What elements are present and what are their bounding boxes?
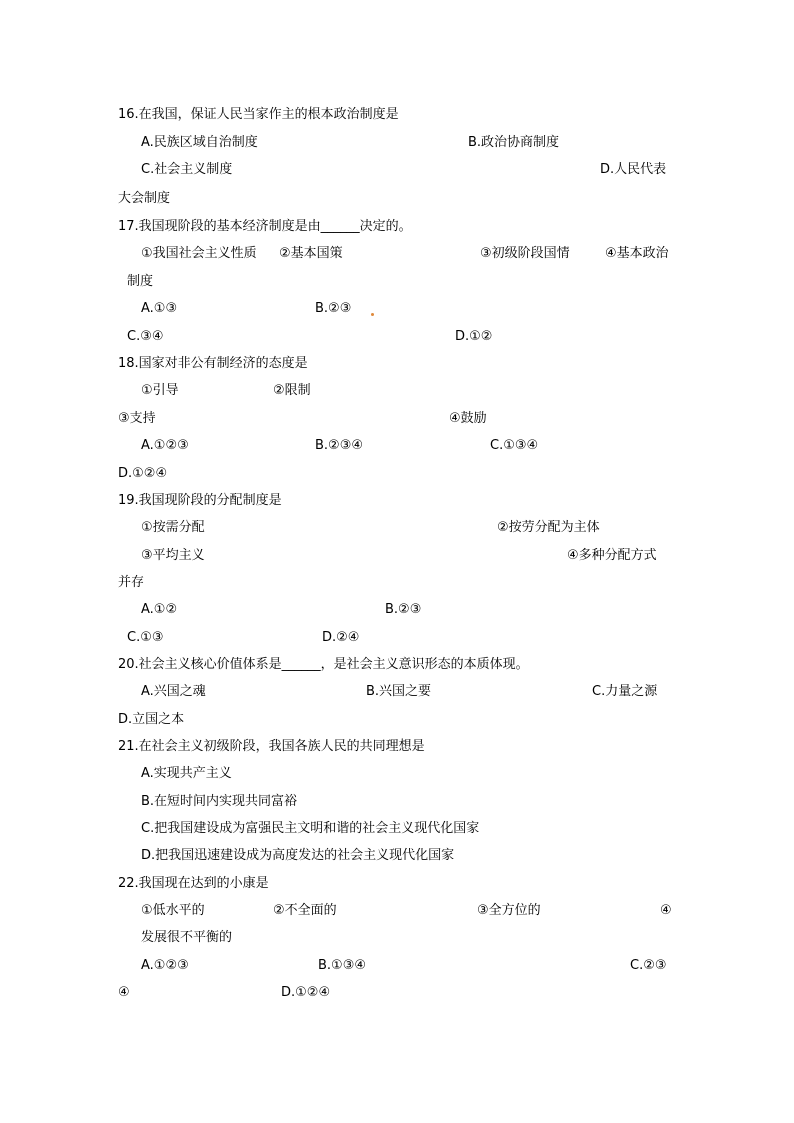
option-22-a: A.①②③ [141, 958, 189, 973]
choice-18-3: ③支持 [118, 411, 156, 426]
choice-19-2: ②按劳分配为主体 [497, 520, 600, 535]
option-19-c: C.①③ [127, 630, 164, 645]
option-19-b: B.②③ [385, 602, 422, 617]
option-18-d: D.①②④ [118, 466, 168, 481]
choice-22-1: ①低水平的 [141, 903, 205, 918]
option-22-d: D.①②④ [281, 985, 331, 1000]
question-16: 16.在我国，保证人民当家作主的根本政治制度是 [118, 107, 399, 122]
option-22-b: B.①③④ [318, 958, 367, 973]
option-17-b: B.②③ [315, 301, 352, 316]
stray-mark [371, 313, 374, 316]
choice-22-4: ④ [660, 903, 672, 918]
option-21-c: C.把我国建设成为富强民主文明和谐的社会主义现代化国家 [141, 821, 480, 836]
option-20-c: C.力量之源 [592, 684, 658, 699]
option-20-a: A.兴国之魂 [141, 684, 206, 699]
choice-19-1: ①按需分配 [141, 520, 205, 535]
option-18-c: C.①③④ [490, 438, 539, 453]
choice-19-4-wrap: 并存 [118, 575, 145, 590]
option-17-a: A.①③ [141, 301, 178, 316]
option-22-c-wrap: ④ [118, 985, 130, 1000]
choice-18-4: ④鼓励 [449, 411, 487, 426]
question-19: 19.我国现阶段的分配制度是 [118, 493, 282, 508]
question-22: 22.我国现在达到的小康是 [118, 876, 269, 891]
choice-17-4: ④基本政治 [605, 246, 669, 261]
question-18: 18.国家对非公有制经济的态度是 [118, 356, 308, 371]
option-20-d: D.立国之本 [118, 712, 185, 727]
choice-22-4-wrap: 发展很不平衡的 [141, 930, 233, 945]
option-19-a: A.①② [141, 602, 178, 617]
choice-17-1: ①我国社会主义性质 [141, 246, 257, 261]
choice-22-3: ③全方位的 [477, 903, 541, 918]
option-22-c: C.②③ [630, 958, 667, 973]
option-18-a: A.①②③ [141, 438, 189, 453]
choice-18-2: ②限制 [273, 383, 311, 398]
option-18-b: B.②③④ [315, 438, 364, 453]
choice-17-3: ③初级阶段国情 [480, 246, 570, 261]
question-21: 21.在社会主义初级阶段，我国各族人民的共同理想是 [118, 739, 425, 754]
option-21-d: D.把我国迅速建设成为高度发达的社会主义现代化国家 [141, 848, 455, 863]
option-17-c: C.③④ [127, 329, 164, 344]
option-21-a: A.实现共产主义 [141, 766, 232, 781]
choice-19-3: ③平均主义 [141, 548, 205, 563]
choice-19-4: ④多种分配方式 [567, 548, 657, 563]
option-16-d: D.人民代表 [600, 162, 667, 177]
option-16-c: C.社会主义制度 [141, 162, 233, 177]
choice-22-2: ②不全面的 [273, 903, 337, 918]
option-16-a: A.民族区域自治制度 [141, 135, 258, 150]
choice-17-2: ②基本国策 [279, 246, 343, 261]
question-17: 17.我国现阶段的基本经济制度是由______决定的。 [118, 219, 412, 234]
choice-17-4-wrap: 制度 [127, 274, 154, 289]
question-20: 20.社会主义核心价值体系是______，是社会主义意识形态的本质体现。 [118, 657, 529, 672]
option-16-d-wrap: 大会制度 [118, 191, 171, 206]
option-17-d: D.①② [455, 329, 493, 344]
option-21-b: B.在短时间内实现共同富裕 [141, 794, 298, 809]
choice-18-1: ①引导 [141, 383, 179, 398]
option-20-b: B.兴国之要 [366, 684, 432, 699]
option-16-b: B.政治协商制度 [468, 135, 560, 150]
option-19-d: D.②④ [322, 630, 360, 645]
